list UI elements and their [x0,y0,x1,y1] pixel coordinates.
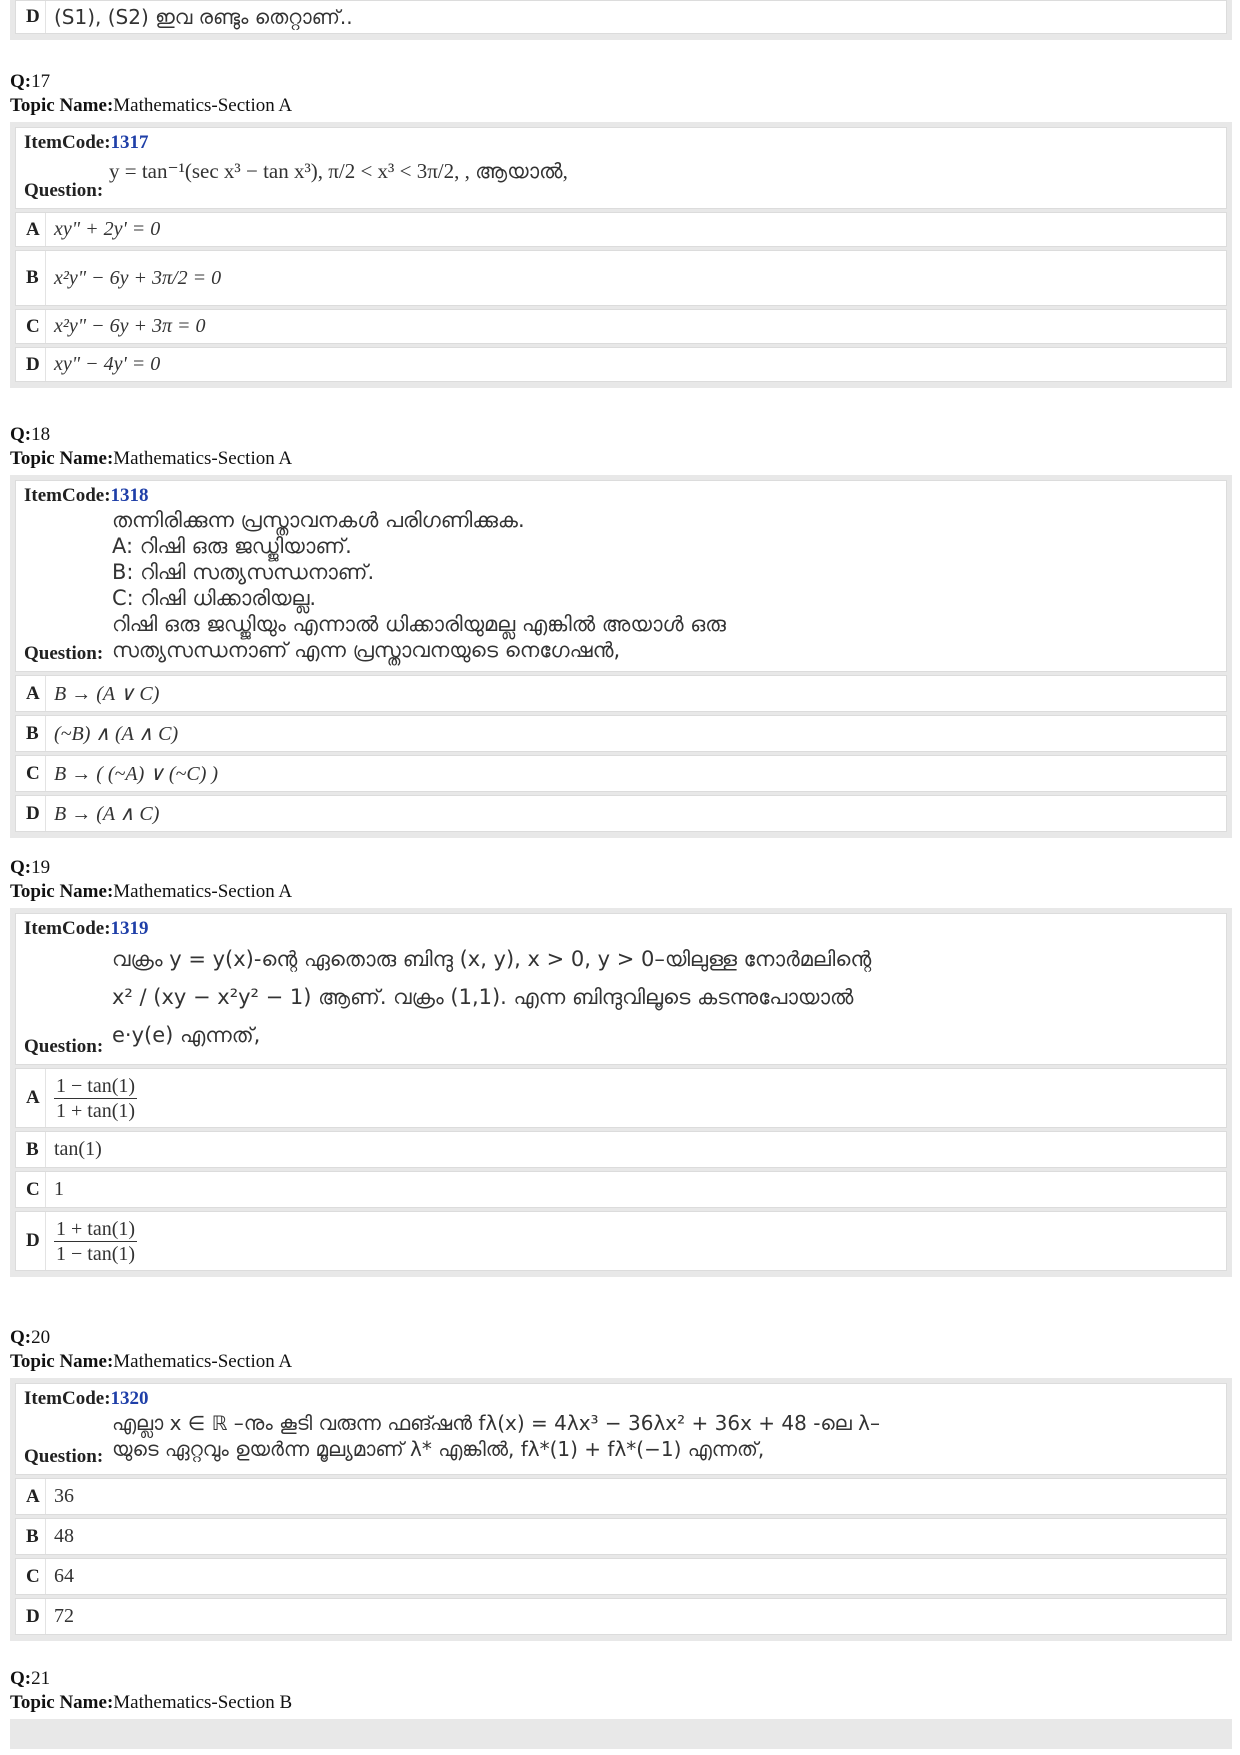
option-row [15,1171,1227,1208]
question-number: Q:17 [10,71,51,92]
option-row [15,715,1227,752]
question-18 [10,423,1232,838]
option-row [15,755,1227,792]
option-text: (S1), (S2) ഇവ രണ്ടും തെറ്റാണ്.. [54,5,353,29]
option-text [46,1212,137,1270]
question-21 [10,1667,1232,1749]
topic-name: Topic Name:Mathematics-Section B [10,1692,293,1713]
previous-question-tail [10,0,1232,40]
question-body [15,1383,1227,1475]
option-letter: B [16,251,46,305]
option-letter: A [16,1479,46,1514]
question-text: വക്രം y = y(x)-ന്റെ ഏതൊരു ബിന്ദു (x, y), x > 0, y > 0–യിലുള്ള നോർമലിന്റെ x² / (xy − x²y² − 1) ആണ്. വക്രം (1,1). എന്ന ബിന്ദുവിലൂടെ കടന്നുപോയാൽ e·y(e) എന്നത്, [112,947,872,1047]
option-row [15,250,1227,306]
question-label: Question: [24,643,104,664]
option-row [15,1478,1227,1515]
topic-name: Topic Name:Mathematics-Section A [10,448,293,469]
option-letter: B [16,716,46,751]
option-text: x²y" − 6y + 3π/2 = 0 [54,266,222,289]
option-row [15,212,1227,247]
option-letter: C [16,756,46,791]
question-number: Q:20 [10,1327,51,1348]
option-text: tan(1) [54,1138,102,1160]
item-code: ItemCode:1319 [24,918,149,939]
option-text: (~B) ∧ (A ∧ C) [54,723,179,745]
option-row [15,795,1227,832]
option-letter: C [16,1559,46,1594]
option-text [46,1069,137,1127]
question-body [15,127,1227,209]
option-text: 72 [54,1605,74,1627]
option-letter: D [16,1212,46,1270]
option-letter: D [16,1599,46,1634]
option-letter: D [16,348,46,381]
item-code: ItemCode:1318 [24,485,149,506]
item-code: ItemCode:1317 [24,132,149,153]
topic-name: Topic Name:Mathematics-Section A [10,1351,293,1372]
item-code: ItemCode:1320 [24,1388,149,1409]
fraction: $\frac{1 + \tan(1)}{1 - \tan(1)}$ [56,1217,136,1265]
question-number: Q:21 [10,1668,51,1689]
option-row [15,1558,1227,1595]
option-text: B → (A ∨ C) [54,683,160,705]
option-text: xy" + 2y' = 0 [54,218,161,240]
topic-name: Topic Name:Mathematics-Section A [10,95,293,116]
question-text: എല്ലാ x ∈ ℝ –നും കൂടി വരുന്ന ഫങ്ഷൻ fλ(x) = 4λx³ − 36λx² + 36x + 48 -ലെ λ– യുടെ ഏറ്റവും ഉയർന്ന മൂല്യമാണ് λ* എങ്കിൽ, fλ*(1) + fλ*(−1) എന്നത്, [112,1411,880,1461]
question-label: Question: [24,180,104,201]
question-label: Question: [24,1036,104,1057]
fraction: $\frac{1 - \tan(1)}{1 + \tan(1)}$ [56,1074,136,1122]
option-letter: D [16,1,46,33]
question-19 [10,856,1232,1277]
question-body [15,913,1227,1065]
question-body-partial [10,1719,1232,1749]
question-number: Q:19 [10,857,51,878]
option-letter: D [16,796,46,831]
question-text: y = tan⁻¹(sec x³ − tan x³), π/2 < x³ < 3π/2, , ആയാൽ, [109,159,568,183]
option-text: x²y" − 6y + 3π = 0 [54,315,206,337]
option-row [15,1211,1227,1271]
option-text: xy" − 4y' = 0 [54,353,161,375]
question-label: Question: [24,1446,104,1467]
question-body [15,480,1227,672]
option-letter: A [16,213,46,246]
option-row [15,675,1227,712]
option-letter: A [16,1069,46,1127]
option-row [15,1068,1227,1128]
option-row [15,1518,1227,1555]
option-text: 1 [54,1178,64,1200]
option-letter: C [16,310,46,343]
option-row [15,309,1227,344]
question-number: Q:18 [10,424,51,445]
option-row [15,0,1227,34]
topic-name: Topic Name:Mathematics-Section A [10,881,293,902]
option-text: B → ( (~A) ∨ (~C) ) [54,763,219,785]
option-text: 64 [54,1565,74,1587]
option-row [15,347,1227,382]
option-text: 36 [54,1485,74,1507]
option-letter: A [16,676,46,711]
option-letter: B [16,1519,46,1554]
option-letter: B [16,1132,46,1167]
option-text: B → (A ∧ C) [54,803,160,825]
question-17 [10,70,1232,388]
question-text: തന്നിരിക്കുന്ന പ്രസ്താവനകൾ പരിഗണിക്കുക. A: റിഷി ഒരു ജഡ്ജിയാണ്. B: റിഷി സത്യസന്ധനാണ്. C: റിഷി ധിക്കാരിയല്ല. റിഷി ഒരു ജഡ്ജിയും എന്നാൽ ധിക്കാരിയുമല്ല എങ്കിൽ അയാൾ ഒരു സത്യസന്ധനാണ് എന്ന പ്രസ്താവനയുടെ നെഗേഷൻ, [112,508,726,662]
question-20 [10,1326,1232,1641]
option-row [15,1131,1227,1168]
option-letter: C [16,1172,46,1207]
option-text: 48 [54,1525,74,1547]
option-row [15,1598,1227,1635]
